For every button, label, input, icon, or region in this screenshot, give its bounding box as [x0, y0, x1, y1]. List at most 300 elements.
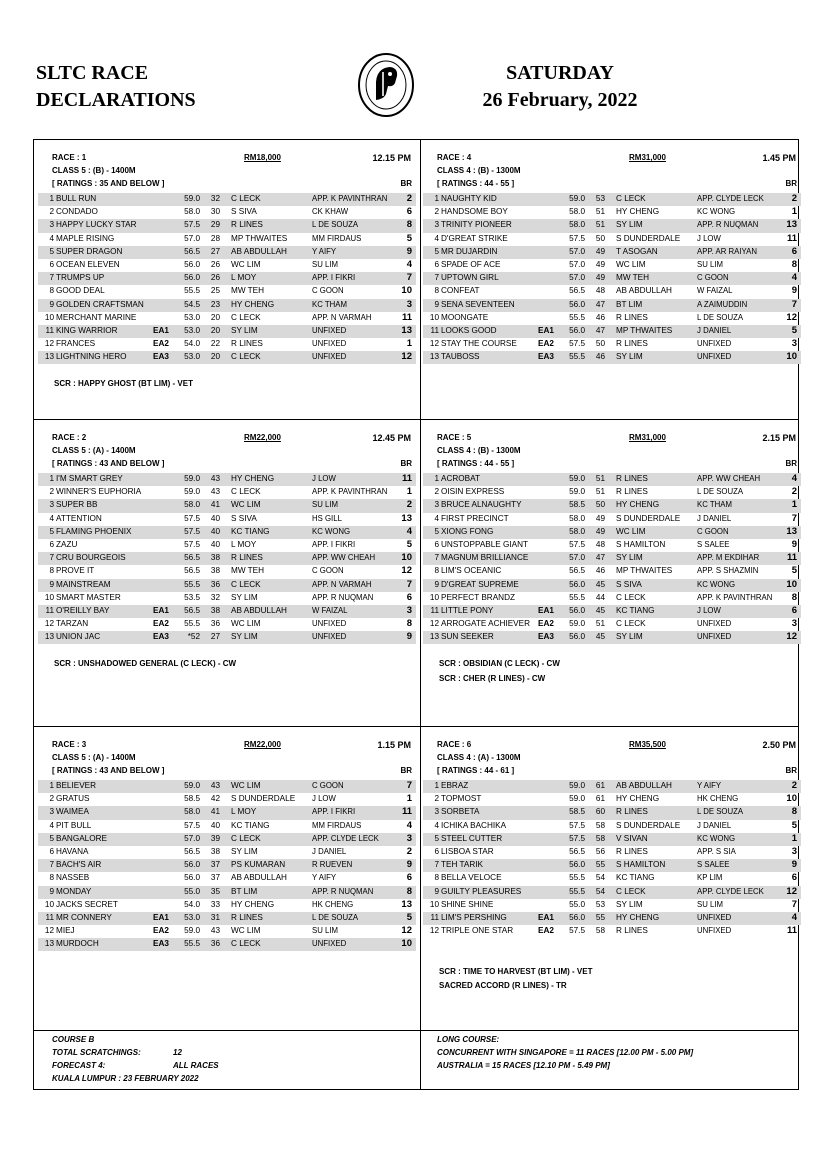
weight: 59.0	[569, 474, 585, 483]
long-course-heading: LONG COURSE:	[437, 1035, 500, 1044]
weight: 56.0	[569, 299, 585, 309]
jockey: WC LIM	[616, 526, 646, 536]
race-time: 1.15 PM	[377, 740, 411, 750]
runner-number: 5	[434, 246, 439, 256]
rating: 37	[210, 860, 220, 870]
runner-number: 9	[434, 299, 439, 309]
barrier: 1	[791, 499, 797, 511]
trainer: APP. AR RAIYAN	[697, 246, 757, 256]
runner-number: 12	[44, 619, 54, 629]
weight: 53.5	[184, 592, 200, 602]
trainer: APP. R NUQMAN	[697, 220, 759, 230]
trainer: UNFIXED	[697, 926, 732, 936]
weight: 57.5	[184, 513, 200, 523]
rating: 43	[210, 926, 220, 936]
barrier: 6	[791, 245, 797, 257]
barrier: 4	[406, 258, 412, 270]
runner-number: 3	[49, 220, 54, 230]
barrier: 9	[406, 631, 412, 643]
rating: 61	[595, 781, 605, 790]
weight: 55.5	[569, 312, 585, 322]
runner-number: 5	[49, 246, 54, 256]
trainer: UNFIXED	[312, 352, 347, 362]
jockey: SY LIM	[616, 553, 643, 563]
race-header	[423, 740, 801, 753]
horse-name: BRUCE ALNAUGHTY	[441, 500, 522, 510]
runner-number: 13	[429, 352, 439, 362]
runner-list	[38, 473, 416, 644]
trainer: SU LIM	[697, 899, 723, 909]
prize-money: RM35,500	[629, 740, 666, 749]
jockey: R LINES	[616, 474, 648, 483]
runner-row	[423, 592, 801, 605]
horse-name: LIM'S OCEANIC	[441, 566, 502, 576]
barrier: 8	[791, 258, 797, 270]
race-header	[38, 153, 416, 166]
scratching-note: SCR : HAPPY GHOST (BT LIM) - VET	[54, 379, 193, 388]
jockey: R LINES	[231, 912, 263, 922]
rating: 25	[210, 286, 220, 296]
horse-name: WINNER'S EUPHORIA	[56, 487, 142, 497]
barrier: 12	[401, 565, 412, 577]
jockey: AB ABDULLAH	[231, 605, 287, 615]
barrier: 3	[791, 845, 797, 857]
rating: 43	[210, 487, 220, 497]
jockey: R LINES	[616, 339, 648, 349]
barrier: 8	[791, 591, 797, 603]
race-time: 2.15 PM	[762, 433, 796, 443]
runner-row	[423, 499, 801, 512]
weight: 56.5	[569, 846, 585, 856]
barrier: 7	[791, 298, 797, 310]
emergency-acceptor: EA2	[538, 619, 554, 629]
runner-number: 3	[49, 500, 54, 510]
barrier: 10	[401, 552, 412, 564]
trainer: UNFIXED	[312, 339, 347, 349]
runner-row	[38, 259, 416, 272]
rating: 51	[595, 487, 605, 497]
barrier: 12	[401, 351, 412, 363]
weight: 58.0	[184, 807, 200, 817]
scratching-note: SCR : UNSHADOWED GENERAL (C LECK) - CW	[54, 659, 237, 668]
row-divider	[33, 726, 799, 727]
weight: 54.0	[184, 339, 200, 349]
horse-name: ARROGATE ACHIEVER	[441, 619, 531, 629]
race-ratings: [ RATINGS : 43 AND BELOW ]	[52, 766, 165, 775]
trainer: APP. S SIA	[697, 846, 736, 856]
runner-number: 6	[49, 259, 54, 269]
runner-row	[38, 925, 416, 938]
jockey: MP THWAITES	[231, 233, 288, 243]
horse-name: LOOKS GOOD	[441, 325, 497, 335]
trainer: C GOON	[312, 286, 344, 296]
barrier: 12	[786, 631, 797, 643]
barrier: 13	[786, 525, 797, 537]
barrier: 4	[791, 473, 797, 484]
jockey: T ASOGAN	[616, 246, 658, 256]
weight: 59.0	[184, 487, 200, 497]
runner-number: 13	[429, 632, 439, 642]
runner-number: 4	[434, 820, 439, 830]
runner-number: 11	[45, 325, 54, 335]
runner-row	[423, 618, 801, 631]
runner-row	[423, 351, 801, 364]
runner-number: 7	[434, 273, 439, 283]
trainer: UNFIXED	[312, 619, 347, 629]
jockey: R LINES	[231, 553, 263, 563]
runner-row	[38, 325, 416, 338]
trainer: W FAIZAL	[312, 605, 348, 615]
horse-name: KING WARRIOR	[56, 325, 118, 335]
trainer: UNFIXED	[312, 939, 347, 949]
horse-name: GOOD DEAL	[56, 286, 105, 296]
horse-name: MIEJ	[56, 926, 75, 936]
barrier: 12	[401, 925, 412, 937]
emergency-acceptor: EA2	[538, 926, 554, 936]
weight: 56.5	[184, 246, 200, 256]
long-course-line-1: CONCURRENT WITH SINGAPORE = 11 RACES [12.00 PM - 5.00 PM]	[437, 1048, 694, 1057]
jockey: SY LIM	[231, 846, 258, 856]
runner-row	[38, 631, 416, 644]
ratings-row	[423, 766, 801, 779]
trainer: J LOW	[697, 605, 721, 615]
runner-row	[423, 526, 801, 539]
rating: 45	[595, 632, 605, 642]
trainer: KC WONG	[697, 833, 736, 843]
trainer: HK CHENG	[697, 794, 739, 804]
runner-number: 7	[49, 273, 54, 283]
weight: 56.0	[184, 259, 200, 269]
weight: 55.5	[569, 886, 585, 896]
trainer: KP LIM	[697, 873, 723, 883]
barrier: 13	[401, 898, 412, 910]
rating: 32	[210, 194, 220, 203]
barrier: 6	[406, 872, 412, 884]
horse-name: MOONGATE	[441, 312, 489, 322]
race-class-row	[38, 753, 416, 766]
row-divider	[33, 419, 799, 420]
barrier: 2	[791, 193, 797, 204]
barrier: 6	[406, 591, 412, 603]
horse-name: NASSEB	[56, 873, 90, 883]
runner-row	[38, 526, 416, 539]
horse-name: PIT BULL	[56, 820, 92, 830]
runner-row	[423, 793, 801, 806]
horse-name: LISBOA STAR	[441, 846, 494, 856]
barrier-header: BR	[400, 179, 412, 188]
barrier: 9	[406, 859, 412, 871]
jockey: S HAMILTON	[616, 860, 666, 870]
runner-row	[423, 325, 801, 338]
runner-row	[423, 246, 801, 259]
weight: 56.5	[184, 605, 200, 615]
trainer: J LOW	[312, 474, 336, 483]
horse-name: D'GREAT SUPREME	[441, 579, 519, 589]
weight: 54.0	[184, 899, 200, 909]
runner-number: 4	[434, 233, 439, 243]
runner-number: 9	[434, 886, 439, 896]
barrier-header: BR	[400, 766, 412, 775]
barrier: 2	[791, 780, 797, 791]
trainer: J DANIEL	[697, 513, 732, 523]
trainer: J LOW	[312, 794, 336, 804]
trainer: Y AIFY	[312, 246, 337, 256]
scratching-note: SCR : OBSIDIAN (C LECK) - CW	[439, 659, 560, 668]
rating: 58	[595, 820, 605, 830]
runner-number: 2	[434, 487, 439, 497]
weight: 53.0	[184, 912, 200, 922]
race-day-heading	[440, 60, 680, 114]
weight: 56.0	[184, 873, 200, 883]
horse-name: XIONG FONG	[441, 526, 494, 536]
horse-name: UNION JAC	[56, 632, 101, 642]
jockey: AB ABDULLAH	[231, 246, 287, 256]
rating: 49	[595, 513, 605, 523]
jockey: L MOY	[231, 539, 257, 549]
emergency-acceptor: EA1	[153, 912, 169, 922]
trainer: J DANIEL	[697, 820, 732, 830]
runner-row	[423, 912, 801, 925]
jockey: C LECK	[231, 939, 261, 949]
barrier-header: BR	[785, 459, 797, 468]
jockey: BT LIM	[231, 886, 258, 896]
jockey: HY CHENG	[231, 899, 275, 909]
horse-name: CRU BOURGEOIS	[56, 553, 126, 563]
rating: 26	[210, 273, 220, 283]
runner-list	[38, 780, 416, 951]
runner-row	[38, 539, 416, 552]
barrier: 5	[791, 565, 797, 577]
rating: 40	[210, 539, 220, 549]
runner-number: 3	[49, 807, 54, 817]
jockey: MW TEH	[616, 273, 650, 283]
race-class-row	[423, 446, 801, 459]
horse-name: EBRAZ	[441, 781, 469, 790]
rating: 36	[210, 939, 220, 949]
jockey: MW TEH	[231, 566, 265, 576]
weight: 57.5	[184, 820, 200, 830]
trainer: L DE SOUZA	[312, 912, 359, 922]
jockey: V SIVAN	[616, 833, 648, 843]
trainer: S SALEE	[697, 860, 730, 870]
horse-name: MURDOCH	[56, 939, 99, 949]
jockey: HY CHENG	[231, 474, 275, 483]
jockey: S DUNDERDALE	[231, 794, 296, 804]
emergency-acceptor: EA3	[538, 352, 554, 362]
runner-number: 7	[434, 860, 439, 870]
runner-number: 3	[434, 220, 439, 230]
race-class: CLASS 4 : (B) - 1300M	[437, 166, 521, 175]
race-class: CLASS 5 : (A) - 1400M	[52, 753, 136, 762]
race-number: RACE : 6	[437, 740, 472, 749]
barrier: 9	[791, 285, 797, 297]
emergency-acceptor: EA1	[538, 605, 554, 615]
barrier: 11	[786, 232, 797, 244]
rating: 51	[595, 207, 605, 217]
rating: 20	[210, 352, 220, 362]
race-number: RACE : 4	[437, 153, 472, 162]
jockey: C LECK	[616, 194, 646, 203]
rating: 51	[595, 220, 605, 230]
trainer: APP. K PAVINTHRAN	[312, 487, 388, 497]
jockey: WC LIM	[231, 619, 261, 629]
runner-row	[423, 312, 801, 325]
barrier: 10	[401, 285, 412, 297]
barrier: 8	[406, 618, 412, 630]
prize-money: RM18,000	[244, 153, 281, 162]
barrier: 1	[406, 486, 412, 498]
trainer: UNFIXED	[697, 352, 732, 362]
rating: 55	[595, 912, 605, 922]
trainer: APP. M EKDIHAR	[697, 553, 760, 563]
runner-row	[423, 219, 801, 232]
horse-name: LIM'S PERSHING	[441, 912, 507, 922]
race-time: 12.15 PM	[372, 153, 411, 163]
weight: 57.0	[184, 833, 200, 843]
barrier: 1	[406, 793, 412, 805]
footer-right	[437, 1033, 693, 1072]
weight: 58.0	[184, 500, 200, 510]
rating: 49	[595, 259, 605, 269]
runner-number: 3	[434, 500, 439, 510]
jockey: C LECK	[616, 886, 646, 896]
jockey: WC LIM	[231, 259, 261, 269]
rating: 47	[595, 553, 605, 563]
runner-row	[423, 820, 801, 833]
weight: 55.0	[184, 886, 200, 896]
runner-row	[423, 859, 801, 872]
horse-name: TOPMOST	[441, 794, 482, 804]
trainer: UNFIXED	[697, 912, 732, 922]
horse-name: OISIN EXPRESS	[441, 487, 505, 497]
rating: 61	[595, 794, 605, 804]
trainer: R RUEVEN	[312, 860, 353, 870]
trainer: C GOON	[312, 566, 344, 576]
jockey: C LECK	[231, 194, 261, 203]
rating: 32	[210, 592, 220, 602]
runner-row	[423, 806, 801, 819]
barrier: 4	[406, 525, 412, 537]
runner-row	[38, 285, 416, 298]
runner-number: 9	[49, 299, 54, 309]
horse-name: TAUBOSS	[441, 352, 480, 362]
runner-row	[423, 846, 801, 859]
weight: 56.5	[569, 566, 585, 576]
rating: 40	[210, 820, 220, 830]
runner-row	[38, 833, 416, 846]
runner-number: 11	[45, 605, 54, 615]
runner-number: 9	[49, 886, 54, 896]
runner-row	[423, 285, 801, 298]
barrier: 13	[786, 219, 797, 231]
rating: 35	[210, 886, 220, 896]
trainer: HS GILL	[312, 513, 342, 523]
barrier: 3	[791, 338, 797, 350]
runner-number: 1	[49, 474, 54, 483]
emergency-acceptor: EA1	[153, 325, 169, 335]
rating: 38	[210, 553, 220, 563]
trainer: L DE SOUZA	[312, 220, 359, 230]
barrier: 11	[401, 311, 412, 323]
weight: 58.5	[184, 794, 200, 804]
runner-row	[423, 259, 801, 272]
barrier: 7	[406, 780, 412, 791]
jockey: AB ABDULLAH	[616, 781, 672, 790]
title-line-2: DECLARATIONS	[36, 89, 196, 111]
trainer: APP. CLYDE LECK	[312, 833, 379, 843]
rating: 51	[595, 619, 605, 629]
horse-name: ZAZU	[56, 539, 78, 549]
runner-row	[38, 473, 416, 486]
jockey: C LECK	[231, 312, 261, 322]
jockey: HY CHENG	[616, 912, 660, 922]
trainer: KC THAM	[312, 299, 347, 309]
race-ratings: [ RATINGS : 44 - 61 ]	[437, 766, 515, 775]
horse-name: GRATUS	[56, 794, 90, 804]
rating: 54	[595, 873, 605, 883]
ratings-row	[38, 766, 416, 779]
runner-row	[423, 833, 801, 846]
race-header	[38, 740, 416, 753]
runner-number: 11	[430, 912, 439, 922]
barrier: 8	[406, 885, 412, 897]
trainer: C GOON	[697, 526, 729, 536]
weight: 57.5	[569, 820, 585, 830]
weight: 56.5	[184, 566, 200, 576]
rating: 40	[210, 513, 220, 523]
barrier: 13	[401, 512, 412, 524]
runner-number: 11	[430, 325, 439, 335]
horse-name: BELIEVER	[56, 781, 97, 790]
runner-row	[38, 272, 416, 285]
jockey: SY LIM	[616, 352, 643, 362]
runner-number: 8	[434, 873, 439, 883]
emergency-acceptor: EA2	[153, 926, 169, 936]
rating: 29	[210, 220, 220, 230]
weight: 59.0	[569, 794, 585, 804]
horse-name: ACROBAT	[441, 474, 480, 483]
barrier: 10	[401, 938, 412, 950]
trainer: APP. K PAVINTHRAN	[697, 592, 773, 602]
rating: 50	[595, 339, 605, 349]
trainer: CK KHAW	[312, 207, 349, 217]
jockey: R LINES	[616, 487, 648, 497]
barrier: 13	[401, 324, 412, 336]
race-class: CLASS 4 : (B) - 1300M	[437, 446, 521, 455]
runner-row	[38, 499, 416, 512]
weight: 56.0	[569, 912, 585, 922]
barrier: 4	[791, 911, 797, 923]
horse-name: BANGALORE	[56, 833, 107, 843]
rating: 54	[595, 886, 605, 896]
barrier: 11	[786, 552, 797, 564]
runner-row	[423, 486, 801, 499]
jockey: R LINES	[616, 807, 648, 817]
jockey: WC LIM	[231, 781, 261, 790]
runner-number: 5	[434, 526, 439, 536]
runner-number: 2	[434, 794, 439, 804]
race-ratings: [ RATINGS : 44 - 55 ]	[437, 179, 515, 188]
barrier: 6	[791, 872, 797, 884]
weight: 59.0	[184, 781, 200, 790]
jockey: S SIVA	[231, 207, 257, 217]
weight: 59.0	[569, 487, 585, 497]
weight: 57.5	[569, 339, 585, 349]
runner-row	[38, 219, 416, 232]
trainer: SU LIM	[697, 259, 723, 269]
rating: 55	[595, 860, 605, 870]
horse-name: STAY THE COURSE	[441, 339, 517, 349]
